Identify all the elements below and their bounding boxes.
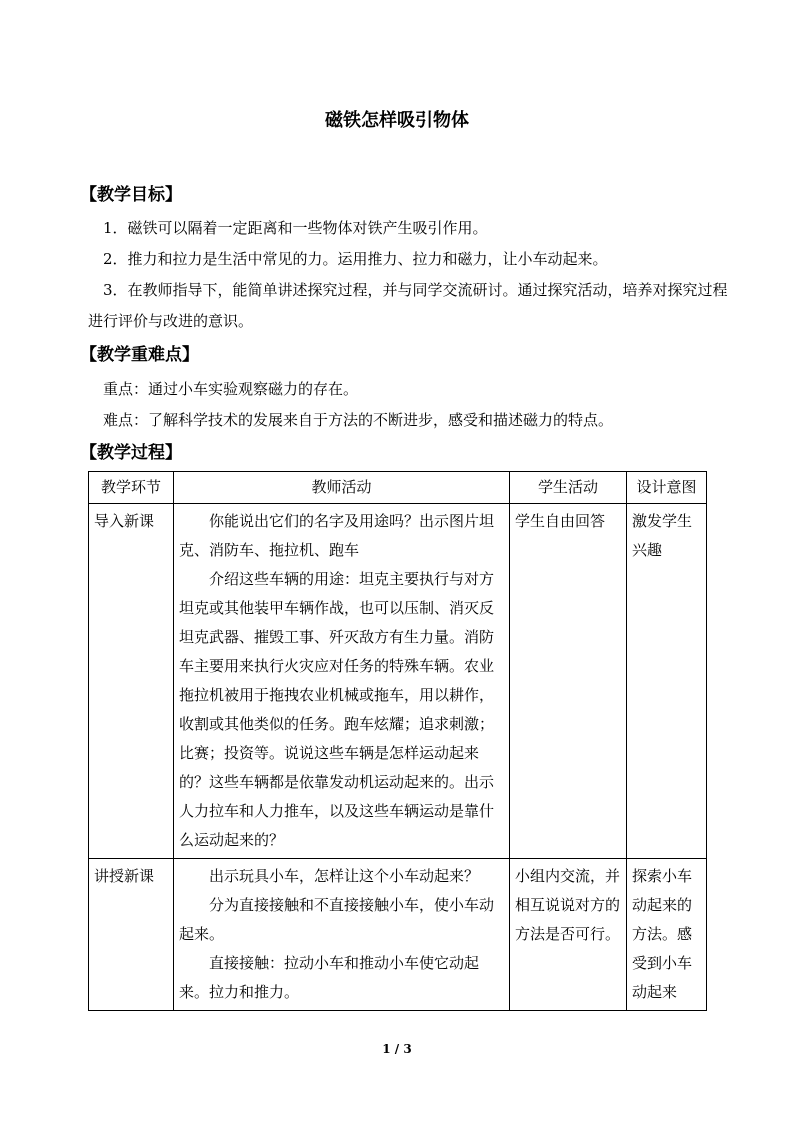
difficult-point-item: 难点：了解科学技术的发展来自于方法的不断进步，感受和描述磁力的特点。 [103,411,614,429]
teacher-paragraph: 你能说出它们的名字及用途吗？出示图片坦克、消防车、拖拉机、跑车 [179,512,495,559]
goal-item-3: 3．在教师指导下，能简单讲述探究过程，并与同学交流研讨。通过探究活动，培养对探究过程进行评价与改进的意识。 [88,281,728,330]
teacher-paragraph: 直接接触：拉动小车和推动小车使它动起来。拉力和推力。 [179,954,480,1001]
document-title: 磁铁怎样吸引物体 [325,110,469,131]
goal-item-2: 2．推力和拉力是生活中常见的力。运用推力、拉力和磁力，让小车动起来。 [103,250,608,268]
cell-teacher [174,504,510,859]
key-points-list [88,374,728,436]
cell-teacher [174,859,510,1011]
header-teacher: 教师活动 [174,472,510,504]
table-row [89,504,707,859]
goal-item-1: 1．磁铁可以隔着一定距离和一些物体对铁产生吸引作用。 [103,219,488,237]
teacher-paragraph: 分为直接接触和不直接接触小车，使小车动起来。 [179,896,495,943]
key-point-item: 重点：通过小车实验观察磁力的存在。 [103,380,359,398]
heading-goals: 【教学目标】 [80,185,182,205]
header-intent: 设计意图 [627,472,707,504]
cell-student: 学生自由回答 [510,504,627,859]
cell-intent: 激发学生兴趣 [627,504,707,859]
header-student: 学生活动 [510,472,627,504]
header-stage: 教学环节 [89,472,174,504]
cell-stage: 导入新课 [89,504,174,859]
cell-student: 小组内交流，并相互说说对方的方法是否可行。 [510,859,627,1011]
table-header-row [89,472,707,504]
teacher-paragraph: 出示玩具小车，怎样让这个小车动起来？ [209,867,480,885]
process-table [88,471,707,1011]
table-row [89,859,707,1011]
goals-list [88,213,728,337]
heading-key-points: 【教学重难点】 [80,345,199,365]
heading-process: 【教学过程】 [80,443,182,463]
teacher-paragraph: 介绍这些车辆的用途：坦克主要执行与对方坦克或其他装甲车辆作战，也可以压制、消灭反坦克武器、摧毁工事、歼灭敌方有生力量。消防车主要用来执行火灾应对任务的特殊车辆。农业拖拉机被用于拖拽农业机械或拖车，用以耕作，收割或其他类似的任务。跑车炫耀；追求刺激；比赛；投资等。说说这些车辆是怎样运动起来的？这些车辆都是依靠发动机运动起来的。出示人力拉车和人力推车，以及这些车辆运动是靠什么运动起来的？ [179,570,495,849]
page-number: 1 / 3 [382,1042,412,1056]
cell-intent: 探索小车动起来的方法。感受到小车动起来 [627,859,707,1011]
cell-stage: 讲授新课 [89,859,174,1011]
